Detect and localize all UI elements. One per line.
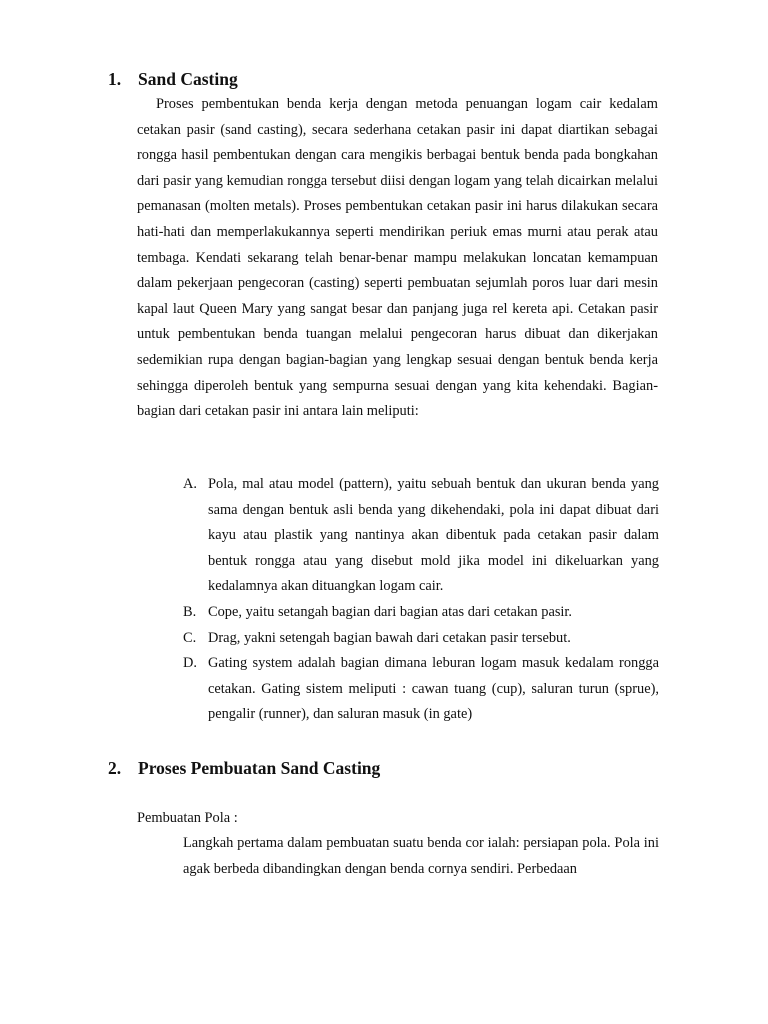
- list-marker: C.: [183, 629, 197, 646]
- section-1-title: Sand Casting: [138, 69, 238, 89]
- section-1-number: 1.: [108, 69, 122, 89]
- list-marker: D.: [183, 655, 197, 672]
- list-item-text: Pola, mal atau model (pattern), yaitu sebuah bentuk dan ukuran benda yang sama dengan bentuk asli benda yang dikehendaki, pola ini dapat dibuat dari kayu atau plastik yang nantinya akan dibentuk pada cetakan pasir dalam bentuk rongga atau yang disebut mold jika model ini dikeluarkan yang kedalamnya akan dituangkan logam cair.: [208, 476, 659, 595]
- section-2-heading: [108, 757, 380, 779]
- list-item: [183, 600, 659, 626]
- mold-parts-list: [183, 472, 659, 728]
- list-marker: A.: [183, 476, 197, 492]
- section-1-paragraph: Proses pembentukan benda kerja dengan metoda penuangan logam cair kedalam cetakan pasir (sand casting), secara sederhana cetakan pasir ini dapat diartikan sebagai rongga hasil pembentukan dengan cara mengikis berbagai bentuk benda pada bongkahan dari pasir yang kemudian rongga tersebut diisi dengan logam yang telah dicairkan melalui pemanasan (molten metals). Proses pembentukan cetakan pasir ini harus dilakukan secara hati-hati dan memperlakukannya seperti mendirikan periuk emas murni atau perak atau tembaga. Kendati sekarang telah benar-benar mampu melakukan loncatan kemampuan dalam pekerjaan pengecoran (casting) seperti pembuatan sejumlah poros luar dari mesin kapal laut Queen Mary yang sangat besar dan panjang juga rel kereta api. Cetakan pasir untuk pembentukan benda tuangan melalui pengecoran harus dibuat dan dikerjakan sedemikian rupa dengan bagian-bagian yang lengkap sesuai dengan bentuk benda kerja sehingga diperoleh bentuk yang sempurna sesuai dengan yang kita kehendaki. Bagian-bagian dari cetakan pasir ini antara lain meliputi:: [137, 96, 658, 420]
- subsection-label: Pembuatan Pola :: [137, 810, 238, 826]
- section-1-heading: [108, 68, 238, 90]
- list-item-text: Gating system adalah bagian dimana leburan logam masuk kedalam rongga cetakan. Gating sistem meliputi : cawan tuang (cup), saluran turun (sprue), pengalir (runner), dan saluran masuk (in gate): [208, 655, 659, 723]
- section-2-title: Proses Pembuatan Sand Casting: [138, 758, 381, 778]
- list-item: [183, 472, 659, 600]
- list-item-text: Cope, yaitu setangah bagian dari bagian atas dari cetakan pasir.: [208, 603, 573, 620]
- list-item: [183, 626, 659, 652]
- section-2-paragraph: Langkah pertama dalam pembuatan suatu benda cor ialah: persiapan pola. Pola ini agak berbeda dibandingkan dengan benda cornya sendiri. Perbedaan: [183, 835, 659, 877]
- list-item-text: Drag, yakni setengah bagian bawah dari cetakan pasir tersebut.: [208, 629, 571, 646]
- list-marker: B.: [183, 603, 197, 620]
- list-item: [183, 651, 659, 728]
- section-2-number: 2.: [108, 758, 122, 778]
